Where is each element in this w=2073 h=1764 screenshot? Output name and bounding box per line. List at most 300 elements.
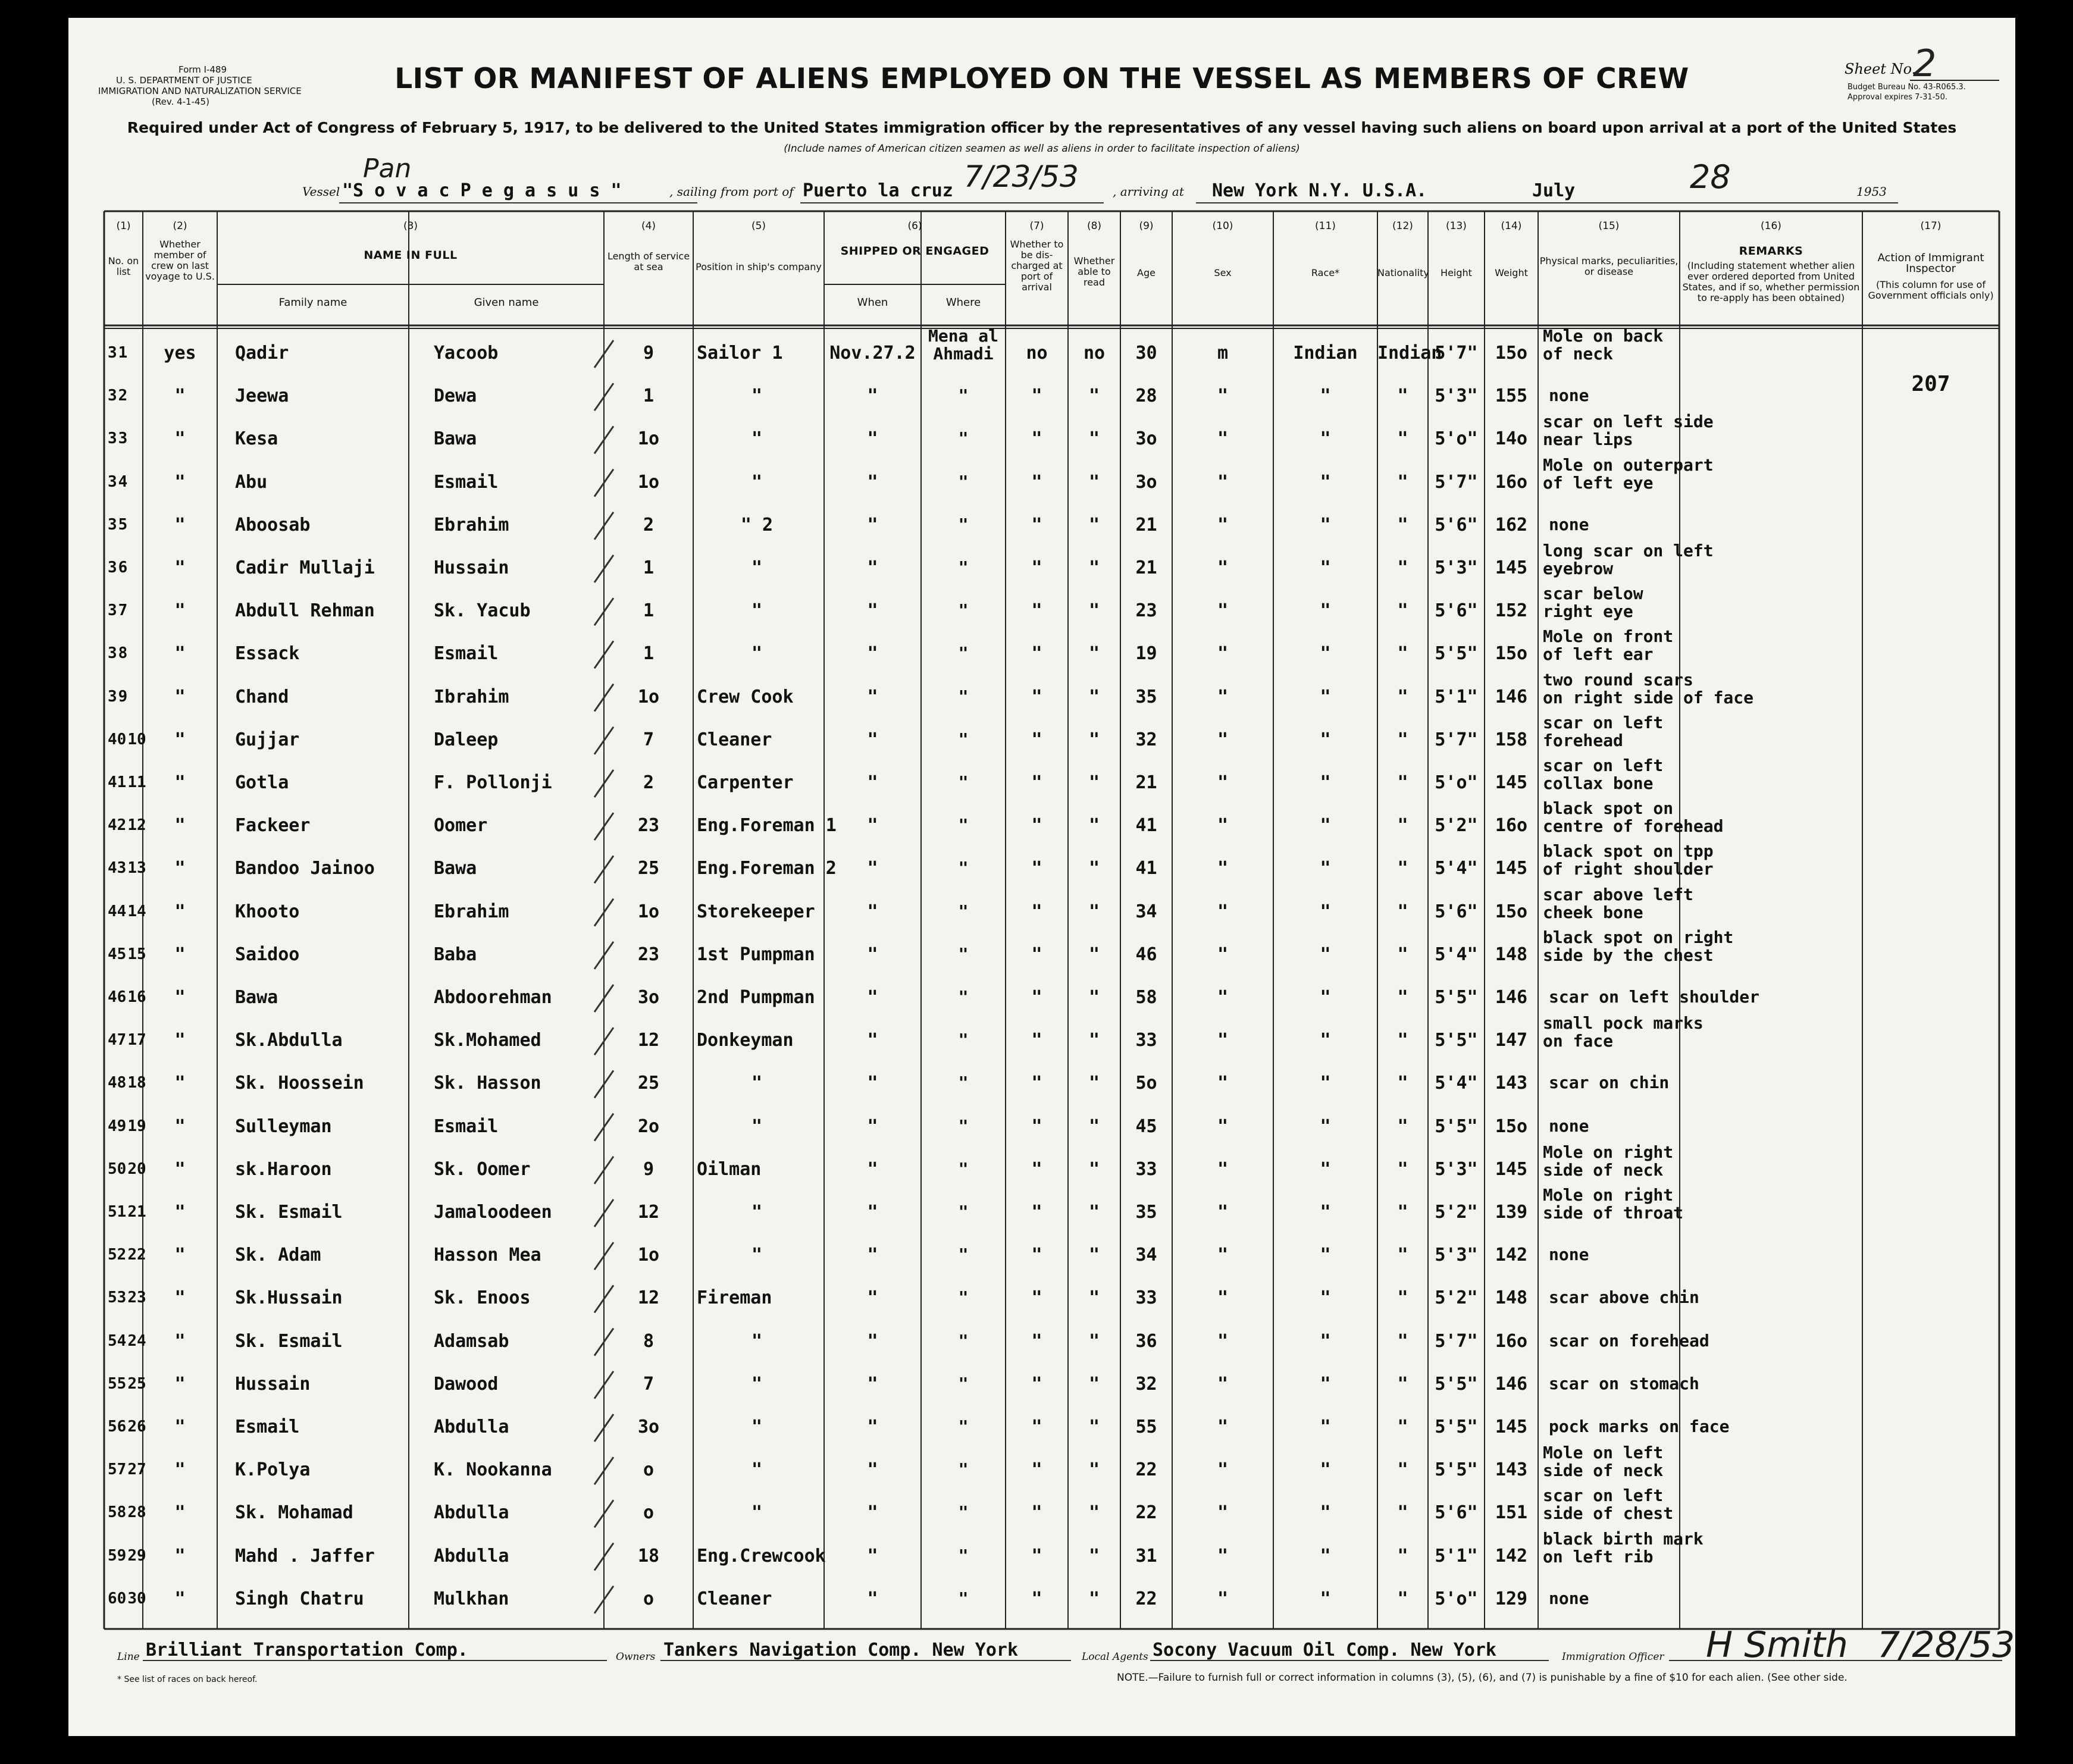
nationality-value: ": [1397, 901, 1408, 922]
physical-marks-value: small pock marks on face: [1543, 1013, 1704, 1051]
row-number-sheet: 8: [118, 644, 128, 663]
position-value: Cleaner: [697, 729, 772, 750]
weight-value: 16o: [1495, 1330, 1528, 1352]
physical-marks-value: none: [1549, 1245, 1589, 1265]
shipped-where-value: ": [958, 557, 969, 577]
sex-value: ": [1217, 1158, 1229, 1180]
physical-marks-value: none: [1549, 1116, 1589, 1136]
row-number-sheet: 4: [118, 472, 128, 491]
row-number: [108, 816, 146, 835]
race-value: ": [1320, 901, 1331, 922]
row-number: [108, 430, 127, 448]
physical-marks-value: scar on forehead: [1549, 1330, 1709, 1351]
position-value: Eng.Foreman 1: [697, 815, 837, 836]
required-statement: Required under Act of Congress of February 5, 1917, to be delivered to the United States immigration officer by the representatives of any vessel having such aliens on board upon arrival at a port of the United States: [127, 119, 1957, 136]
service-value: 7: [643, 1373, 655, 1395]
family-name-value: Bandoo Jainoo: [235, 858, 375, 879]
position-value: ": [751, 1417, 763, 1437]
given-name-value: Esmail: [434, 471, 499, 493]
height-value: 5'7": [1435, 729, 1478, 750]
discharged-value: ": [1031, 815, 1042, 836]
physical-marks-value: Mole on right side of neck: [1543, 1142, 1674, 1180]
agents-value: Socony Vacuum Oil Comp. New York: [1153, 1640, 1496, 1660]
crew-last-voyage-value: ": [174, 643, 186, 665]
shipped-when-value: ": [867, 901, 878, 922]
agents-label: Local Agents: [1082, 1651, 1148, 1663]
discharged-value: ": [1031, 1073, 1042, 1094]
service-value: 1o: [637, 428, 660, 450]
row-number: [108, 1203, 146, 1221]
weight-value: 145: [1495, 1158, 1528, 1180]
crew-last-voyage-value: ": [174, 1073, 186, 1094]
shipped-when-value: ": [867, 557, 878, 578]
height-value: 5'1": [1435, 1545, 1478, 1566]
service-value: 25: [637, 858, 660, 879]
family-name-value: Sk.Hussain: [235, 1287, 343, 1309]
line-value: Brilliant Transportation Comp.: [146, 1640, 468, 1660]
crew-last-voyage-value: ": [174, 514, 186, 535]
height-value: 5'3": [1435, 386, 1478, 407]
race-value: ": [1320, 858, 1331, 879]
shipped-where-value: ": [958, 1502, 969, 1522]
shipped-where-value: ": [958, 729, 969, 749]
position-value: Storekeeper: [697, 901, 815, 922]
physical-marks-value: scar on left side near lips: [1543, 412, 1714, 450]
header-no-on-list: No. on list: [108, 255, 139, 277]
row-number-list: 46: [108, 988, 127, 1006]
shipped-when-value: ": [867, 1073, 878, 1094]
row-number-list: 44: [108, 902, 127, 920]
position-value: 1st Pumpman: [697, 944, 815, 965]
row-number-list: 43: [108, 859, 127, 878]
able-read-value: ": [1088, 1116, 1100, 1137]
family-name-value: Essack: [235, 643, 300, 665]
given-name-value: Sk. Oomer: [434, 1158, 531, 1180]
shipped-when-value: ": [867, 1588, 878, 1609]
able-read-value: ": [1088, 901, 1100, 922]
age-value: 34: [1135, 1245, 1157, 1266]
given-name-value: Sk. Hasson: [434, 1073, 541, 1094]
shipped-when-value: ": [867, 815, 878, 836]
officer-label: Immigration Officer: [1562, 1651, 1664, 1663]
nationality-value: ": [1397, 600, 1408, 622]
sex-value: ": [1217, 901, 1229, 922]
position-value: ": [751, 1373, 763, 1395]
shipped-where-value: ": [958, 471, 969, 491]
height-value: 5'4": [1435, 1073, 1478, 1094]
shipped-where-value: ": [958, 1116, 969, 1136]
penalty-note: NOTE.—Failure to furnish full or correct information in columns (3), (5), (6), and (7) is punishable by a fine of $10 for each alien. (See other side.: [1117, 1672, 1847, 1684]
able-read-value: ": [1088, 1202, 1100, 1223]
race-value: ": [1320, 987, 1331, 1008]
discharged-value: no: [1026, 343, 1048, 364]
height-value: 5'5": [1435, 1417, 1478, 1437]
physical-marks-value: Mole on back of neck: [1543, 326, 1664, 364]
row-number: [108, 1461, 146, 1479]
row-number-sheet: 20: [127, 1160, 146, 1178]
shipped-where-value: ": [958, 1030, 969, 1050]
manifest-sheet: [68, 18, 2015, 1736]
shipped-when-value: ": [867, 600, 878, 622]
race-value: Indian: [1293, 343, 1358, 364]
weight-value: 145: [1495, 772, 1528, 793]
age-value: 21: [1135, 772, 1157, 793]
family-name-value: sk.Haroon: [235, 1158, 332, 1180]
crew-last-voyage-value: ": [174, 858, 186, 879]
given-name-value: Sk. Enoos: [434, 1287, 531, 1309]
race-value: ": [1320, 428, 1331, 450]
race-value: ": [1320, 686, 1331, 707]
crew-last-voyage-value: ": [174, 1502, 186, 1524]
physical-marks-value: none: [1549, 386, 1589, 406]
crew-last-voyage-value: ": [174, 1030, 186, 1051]
row-number: [108, 988, 146, 1007]
shipped-when-value: ": [867, 643, 878, 665]
given-name-value: Oomer: [434, 815, 488, 836]
races-note: * See list of races on back hereof.: [117, 1675, 258, 1684]
row-number-sheet: 15: [127, 945, 146, 963]
row-number-sheet: 22: [127, 1246, 146, 1264]
race-value: ": [1320, 1459, 1331, 1481]
weight-value: 16o: [1495, 471, 1528, 493]
family-name-value: Sk. Esmail: [235, 1330, 343, 1352]
sex-value: ": [1217, 428, 1229, 450]
row-number: [108, 903, 146, 921]
row-number-sheet: 28: [127, 1503, 146, 1522]
crew-last-voyage-value: ": [174, 557, 186, 578]
height-value: 5'3": [1435, 1245, 1478, 1266]
row-number-list: 60: [108, 1589, 127, 1608]
crew-last-voyage-value: ": [174, 987, 186, 1008]
given-name-value: Abdulla: [434, 1502, 509, 1524]
row-number-sheet: 3: [118, 430, 128, 448]
discharged-value: ": [1031, 600, 1042, 622]
physical-marks-value: black spot on centre of forehead: [1543, 798, 1724, 836]
family-name-value: Sulleyman: [235, 1116, 332, 1137]
position-value: ": [751, 1330, 763, 1352]
physical-marks-value: scar on left forehead: [1543, 712, 1664, 750]
discharged-value: ": [1031, 428, 1042, 450]
line-label: Line: [117, 1651, 140, 1663]
officer-date: 7/28/53: [1877, 1624, 2015, 1666]
age-value: 22: [1135, 1588, 1157, 1609]
row-number-sheet: 27: [127, 1461, 146, 1479]
position-value: Donkeyman: [697, 1030, 794, 1051]
given-name-value: Ebrahim: [434, 901, 509, 922]
shipped-where-value: ": [958, 1073, 969, 1093]
row-number-list: 58: [108, 1503, 127, 1522]
column-number: (16): [1761, 220, 1781, 232]
race-value: ": [1320, 1245, 1331, 1266]
budget-line: Budget Bureau No. 43-R065.3.: [1847, 83, 1966, 92]
include-statement: (Include names of American citizen seamen as well as aliens in order to facilitate inspection of aliens): [784, 143, 1300, 155]
service-value: 18: [637, 1545, 660, 1566]
position-value: Eng.Crewcook: [697, 1545, 826, 1566]
race-value: ": [1320, 1202, 1331, 1223]
weight-value: 162: [1495, 514, 1528, 535]
age-value: 23: [1135, 600, 1157, 622]
row-number-sheet: 10: [127, 730, 146, 748]
row-number: [108, 1332, 146, 1351]
row-number-list: 51: [108, 1203, 127, 1221]
discharged-value: ": [1031, 471, 1042, 493]
crew-last-voyage-value: ": [174, 1545, 186, 1566]
discharged-value: ": [1031, 1502, 1042, 1524]
age-value: 35: [1135, 1202, 1157, 1223]
weight-value: 147: [1495, 1030, 1528, 1051]
position-value: ": [751, 1073, 763, 1094]
physical-marks-value: scar above chin: [1549, 1287, 1699, 1308]
age-value: 21: [1135, 514, 1157, 535]
age-value: 3o: [1135, 428, 1157, 450]
height-value: 5'6": [1435, 514, 1478, 535]
service-value: 3o: [637, 987, 660, 1008]
race-value: ": [1320, 1417, 1331, 1437]
race-value: ": [1320, 386, 1331, 407]
nationality-value: Indian: [1377, 343, 1442, 364]
shipped-when-value: Nov.27.2: [829, 343, 916, 364]
shipped-when-value: ": [867, 1417, 878, 1437]
discharged-value: ": [1031, 386, 1042, 407]
nationality-value: ": [1397, 858, 1408, 879]
sex-value: ": [1217, 1373, 1229, 1395]
officer-signature: H Smith: [1706, 1624, 1848, 1666]
shipped-where-value: Mena al Ahmadi: [928, 326, 998, 364]
shipped-when-value: ": [867, 1459, 878, 1481]
nationality-value: ": [1397, 1116, 1408, 1137]
nationality-value: ": [1397, 729, 1408, 750]
crew-last-voyage-value: ": [174, 729, 186, 750]
able-read-value: no: [1083, 343, 1106, 364]
owners-label: Owners: [616, 1651, 656, 1663]
age-value: 41: [1135, 815, 1157, 836]
able-read-value: ": [1088, 428, 1100, 450]
able-read-value: ": [1088, 643, 1100, 665]
column-number: (6): [907, 220, 922, 232]
weight-value: 146: [1495, 686, 1528, 707]
height-value: 5'4": [1435, 944, 1478, 965]
physical-marks-value: Mole on left side of neck: [1543, 1443, 1664, 1481]
row-number: [108, 644, 127, 663]
family-name-value: Gujjar: [235, 729, 300, 750]
able-read-value: ": [1088, 1459, 1100, 1481]
crew-last-voyage-value: ": [174, 1287, 186, 1309]
nationality-value: ": [1397, 1588, 1408, 1609]
discharged-value: ": [1031, 1030, 1042, 1051]
race-value: ": [1320, 1330, 1331, 1352]
able-read-value: ": [1088, 1588, 1100, 1609]
nationality-value: ": [1397, 1287, 1408, 1309]
service-value: 1: [643, 386, 655, 407]
weight-value: 14o: [1495, 428, 1528, 450]
header-physical-marks: Physical marks, peculiarities, or disease: [1539, 255, 1679, 277]
row-number: [108, 1074, 146, 1092]
position-value: Sailor 1: [697, 343, 783, 364]
position-value: Fireman: [697, 1287, 772, 1309]
shipped-where-value: ": [958, 901, 969, 921]
sex-value: ": [1217, 1502, 1229, 1524]
age-value: 34: [1135, 901, 1157, 922]
family-name-value: Singh Chatru: [235, 1588, 364, 1609]
race-value: ": [1320, 1116, 1331, 1137]
row-number-sheet: 14: [127, 902, 146, 920]
header-name-in-full: NAME IN FULL: [364, 249, 458, 262]
given-name-value: Abdulla: [434, 1545, 509, 1566]
discharged-value: ": [1031, 987, 1042, 1008]
service-value: 1o: [637, 901, 660, 922]
row-number-sheet: 24: [127, 1331, 146, 1350]
physical-marks-value: pock marks on face: [1549, 1417, 1730, 1436]
shipped-where-value: ": [958, 944, 969, 964]
sheet-label: Sheet No.: [1845, 61, 1917, 77]
crew-last-voyage-value: ": [174, 1330, 186, 1352]
nationality-value: ": [1397, 514, 1408, 535]
able-read-value: ": [1088, 514, 1100, 535]
height-value: 5'5": [1435, 987, 1478, 1008]
owners-underline: [660, 1660, 1071, 1661]
family-name-value: Abu: [235, 471, 268, 493]
row-number: [108, 1503, 146, 1522]
race-value: ": [1320, 1588, 1331, 1609]
family-name-value: Hussain: [235, 1373, 311, 1395]
crew-last-voyage-value: ": [174, 1245, 186, 1266]
height-value: 5'2": [1435, 1202, 1478, 1223]
shipped-where-value: ": [958, 1373, 969, 1393]
family-name-value: Aboosab: [235, 514, 311, 535]
discharged-value: ": [1031, 1330, 1042, 1352]
able-read-value: ": [1088, 1073, 1100, 1094]
row-number-list: 54: [108, 1331, 127, 1350]
family-name-value: Qadir: [235, 343, 289, 364]
sex-value: ": [1217, 1417, 1229, 1437]
shipped-when-value: ": [867, 386, 878, 407]
position-value: Cleaner: [697, 1588, 772, 1609]
shipped-where-value: ": [958, 686, 969, 706]
weight-value: 143: [1495, 1459, 1528, 1481]
arriving-port: New York N.Y. U.S.A.: [1212, 180, 1427, 201]
service-value: 2: [643, 514, 655, 535]
shipped-when-value: ": [867, 1245, 878, 1266]
column-number: (10): [1212, 220, 1233, 232]
shipped-when-value: ": [867, 428, 878, 450]
age-value: 33: [1135, 1287, 1157, 1309]
weight-value: 145: [1495, 858, 1528, 879]
position-value: 2nd Pumpman: [697, 987, 815, 1008]
age-value: 41: [1135, 858, 1157, 879]
row-number-list: 45: [108, 945, 127, 963]
row-number-list: 40: [108, 730, 127, 748]
row-number-sheet: 18: [127, 1074, 146, 1092]
nationality-value: ": [1397, 1502, 1408, 1524]
header-able-read: Whether able to read: [1073, 255, 1115, 288]
able-read-value: ": [1088, 987, 1100, 1008]
given-name-value: Bawa: [434, 428, 477, 450]
weight-value: 151: [1495, 1502, 1528, 1524]
physical-marks-value: none: [1549, 1588, 1589, 1608]
service-value: o: [643, 1502, 655, 1524]
weight-value: 143: [1495, 1073, 1528, 1094]
age-value: 36: [1135, 1330, 1157, 1352]
row-number-list: 49: [108, 1117, 127, 1135]
able-read-value: ": [1088, 386, 1100, 407]
discharged-value: ": [1031, 1245, 1042, 1266]
family-name-value: Kesa: [235, 428, 278, 450]
physical-marks-value: scar on left side of chest: [1543, 1486, 1674, 1524]
able-read-value: ": [1088, 600, 1100, 622]
sailing-underline: [800, 202, 1104, 203]
discharged-value: ": [1031, 1417, 1042, 1437]
shipped-where-value: ": [958, 1588, 969, 1608]
discharged-value: ": [1031, 729, 1042, 750]
column-number: (13): [1446, 220, 1467, 232]
row-number: [108, 344, 127, 362]
nationality-value: ": [1397, 428, 1408, 450]
shipped-when-value: ": [867, 686, 878, 707]
row-number-list: 3: [108, 687, 117, 706]
row-number-list: 41: [108, 773, 127, 791]
family-name-value: Cadir Mullaji: [235, 557, 375, 578]
discharged-value: ": [1031, 557, 1042, 578]
crew-last-voyage-value: ": [174, 471, 186, 493]
row-number-list: 3: [108, 601, 117, 620]
given-name-value: Bawa: [434, 858, 477, 879]
row-number-sheet: 11: [127, 773, 146, 791]
shipped-when-value: ": [867, 1030, 878, 1051]
shipped-when-value: ": [867, 1502, 878, 1524]
header-position: Position in ship's company: [696, 261, 822, 272]
row-number: [108, 1418, 146, 1436]
header-given-name: Given name: [474, 296, 539, 309]
able-read-value: ": [1088, 1373, 1100, 1395]
service-value: 1: [643, 600, 655, 622]
crew-last-voyage-value: ": [174, 1373, 186, 1395]
nationality-value: ": [1397, 1459, 1408, 1481]
sailing-date-handwritten: 7/23/53: [964, 159, 1079, 194]
row-number-list: 50: [108, 1160, 127, 1178]
shipped-where-value: ": [958, 428, 969, 449]
position-value: ": [751, 1459, 763, 1481]
age-value: 21: [1135, 557, 1157, 578]
height-value: 5'5": [1435, 1459, 1478, 1481]
nationality-value: ": [1397, 815, 1408, 836]
sex-value: ": [1217, 1588, 1229, 1609]
form-line: U. S. DEPARTMENT OF JUSTICE: [116, 75, 252, 86]
row-number-list: 3: [108, 387, 117, 405]
position-value: ": [751, 600, 763, 622]
service-value: 3o: [637, 1417, 660, 1437]
header-race: Race*: [1311, 267, 1340, 278]
sex-value: m: [1217, 343, 1229, 364]
arrival-day-handwritten: 28: [1690, 158, 1731, 196]
position-value: ": [751, 1245, 763, 1266]
given-name-value: Mulkhan: [434, 1588, 509, 1609]
given-name-value: Jamaloodeen: [434, 1202, 552, 1223]
sex-value: ": [1217, 1287, 1229, 1309]
shipped-when-value: ": [867, 1202, 878, 1223]
nationality-value: ": [1397, 471, 1408, 493]
given-name-value: Abdulla: [434, 1417, 509, 1437]
column-number: (3): [403, 220, 418, 232]
sex-value: ": [1217, 600, 1229, 622]
row-number-list: 3: [108, 472, 117, 491]
weight-value: 15o: [1495, 343, 1528, 364]
service-value: 12: [637, 1202, 660, 1223]
age-value: 19: [1135, 643, 1157, 665]
able-read-value: ": [1088, 1030, 1100, 1051]
header-remarks: REMARKS: [1739, 245, 1803, 258]
header-family-name: Family name: [278, 296, 347, 309]
given-name-value: Dawood: [434, 1373, 499, 1395]
